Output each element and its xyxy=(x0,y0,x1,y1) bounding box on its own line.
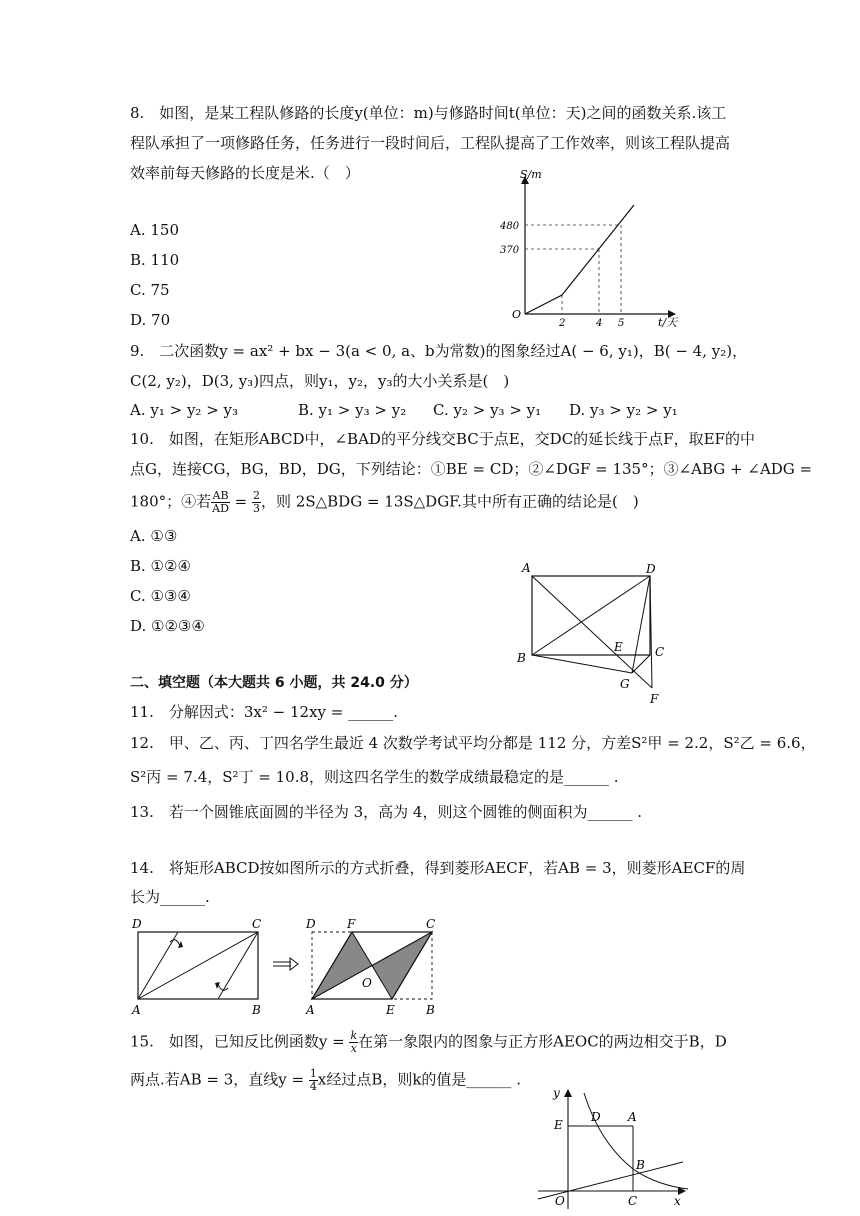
q15-frac2-num: 1 xyxy=(309,1067,317,1080)
q10-label-g: G xyxy=(620,677,630,691)
q9-line2: C(2, y₂)，D(3, y₃)四点，则y₁，y₂，y₃的大小关系是( ) xyxy=(130,372,510,390)
q10-option-b: B. ①②④ xyxy=(130,557,191,575)
q10-frac-den: AD xyxy=(212,502,229,515)
q15-frac2-den: 4 xyxy=(309,1080,317,1093)
q14-fig2-label-b: B xyxy=(426,1003,435,1017)
q8-ytick-370: 370 xyxy=(500,245,520,256)
q8-option-b: B. 110 xyxy=(130,251,180,269)
q10-option-c: C. ①③④ xyxy=(130,587,191,605)
q14-fig1-label-b: B xyxy=(252,1003,261,1017)
q14-fig1-label-d: D xyxy=(132,917,142,931)
q9-line1: 9. 二次函数y = ax² + bx − 3(a < 0, a、b为常数)的图象经过A( − 6, y₁)，B( − 4, y₂)， xyxy=(130,342,748,360)
q8-line2: 程队承担了一项修路任务，任务进行一段时间后，工程队提高了工作效率，则该工程队提高 xyxy=(130,134,731,152)
q9-option-c: C. y₂ > y₃ > y₁ xyxy=(433,401,542,419)
q10-line2: 点G，连接CG，BG，BD，DG，下列结论：①BE = CD；②∠DGF = 135°；③∠ABG + ∠ADG = xyxy=(130,460,813,478)
q15-label-c: C xyxy=(628,1194,638,1208)
q15-line1 xyxy=(130,1030,727,1055)
q10-label-e: E xyxy=(614,640,623,654)
q15-fraction-k-x xyxy=(349,1030,358,1055)
section-heading-fill-in: 二、填空题（本大题共 6 小题，共 24.0 分） xyxy=(130,675,418,691)
q14-figure xyxy=(128,914,448,1018)
q14-fig2-label-a: A xyxy=(306,1003,315,1017)
q8-x-axis-label: t/天 xyxy=(658,316,678,329)
q10-frac2-num: 2 xyxy=(253,489,261,502)
q10-fraction-2-3 xyxy=(252,490,261,515)
q12-line2: S²丙 = 7.4，S²丁 = 10.8，则这四名学生的数学成绩最稳定的是______ . xyxy=(130,768,619,786)
q15-line2 xyxy=(130,1068,521,1093)
q10-line1: 10. 如图，在矩形ABCD中，∠BAD的平分线交BC于点E，交DC的延长线于点F，取EF的中 xyxy=(130,430,755,448)
q10-fraction-ab-ad xyxy=(211,490,230,515)
q8-y-axis-label: S/m xyxy=(520,168,542,181)
q12-line1: 12. 甲、乙、丙、丁四名学生最近 4 次数学考试平均分都是 112 分，方差S²甲 = 2.2，S²乙 = 6.6， xyxy=(130,734,816,752)
q15-label-y: y xyxy=(553,1086,560,1100)
q15-line1-text-a: 15. 如图，已知反比例函数y = xyxy=(130,1032,350,1051)
q10-line3-text-c: ，则 2S△BDG = 13S△DGF.其中所有正确的结论是( ) xyxy=(261,492,639,511)
q15-label-d: D xyxy=(591,1110,601,1124)
q9-option-a: A. y₁ > y₂ > y₃ xyxy=(130,401,239,419)
q14-fig2-label-c: C xyxy=(426,917,436,931)
q15-frac-num: k xyxy=(350,1029,358,1042)
q10-line3-text-a: 180°；④若 xyxy=(130,492,212,511)
q10-label-f: F xyxy=(650,692,659,706)
q10-figure xyxy=(512,558,682,708)
q14-line1: 14. 将矩形ABCD按如图所示的方式折叠，得到菱形AECF，若AB = 3，则菱形AECF的周 xyxy=(130,859,746,877)
q14-fig2-label-o: O xyxy=(362,976,372,990)
q8-option-d: D. 70 xyxy=(130,311,171,329)
q15-fraction-1-4 xyxy=(309,1068,318,1093)
q15-line2-text-b: x经过点B，则k的值是______ . xyxy=(317,1070,521,1089)
q10-frac2-den: 3 xyxy=(253,502,261,515)
q10-line3 xyxy=(130,490,639,515)
q9-option-d: D. y₃ > y₂ > y₁ xyxy=(569,401,678,419)
q8-option-a: A. 150 xyxy=(130,221,179,239)
q10-frac-num: AB xyxy=(212,489,229,502)
q15-label-o: O xyxy=(555,1194,565,1208)
q13-text: 13. 若一个圆锥底面圆的半径为 3，高为 4，则这个圆锥的侧面积为______ . xyxy=(130,803,643,821)
q8-xtick-5: 5 xyxy=(618,318,625,329)
q8-ytick-480: 480 xyxy=(500,221,520,232)
q14-fig1-label-a: A xyxy=(132,1003,141,1017)
q10-option-d: D. ①②③④ xyxy=(130,617,205,635)
q15-line2-text-a: 两点.若AB = 3，直线y = xyxy=(130,1070,309,1089)
q14-fig2-label-d: D xyxy=(306,917,316,931)
q10-label-b: B xyxy=(517,651,526,665)
q15-figure xyxy=(538,1085,698,1211)
q14-fig1-label-c: C xyxy=(252,917,262,931)
q15-label-b: B xyxy=(636,1158,645,1172)
q15-frac-den: x xyxy=(350,1042,357,1055)
q15-label-x: x xyxy=(674,1194,681,1208)
q8-xtick-2: 2 xyxy=(559,318,566,329)
q8-option-c: C. 75 xyxy=(130,281,170,299)
q8-graph xyxy=(500,168,690,333)
q10-line3-text-b: = xyxy=(229,492,253,511)
q8-line3: 效率前每天修路的长度是米.（ ） xyxy=(130,164,360,182)
q9-options xyxy=(130,399,678,421)
q15-label-e: E xyxy=(554,1118,563,1132)
q10-label-a: A xyxy=(522,561,531,575)
q9-option-b: B. y₁ > y₃ > y₂ xyxy=(298,401,407,419)
q14-line2: 长为______. xyxy=(130,888,210,906)
q10-label-d: D xyxy=(646,562,656,576)
q14-fig2-label-f: F xyxy=(347,917,356,931)
q10-label-c: C xyxy=(655,645,665,659)
q14-fig2-label-e: E xyxy=(386,1003,395,1017)
q10-option-a: A. ①③ xyxy=(130,527,178,545)
q8-xtick-4: 4 xyxy=(596,318,603,329)
q8-origin-label: O xyxy=(512,308,522,321)
q15-line1-text-b: 在第一象限内的图象与正方形AEOC的两边相交于B，D xyxy=(358,1032,727,1051)
q11-text: 11. 分解因式：3x² − 12xy = ______. xyxy=(130,703,398,721)
q15-label-a: A xyxy=(628,1110,637,1124)
q8-line1: 8. 如图，是某工程队修路的长度y(单位：m)与修路时间t(单位：天)之间的函数关系.该工 xyxy=(130,104,727,122)
